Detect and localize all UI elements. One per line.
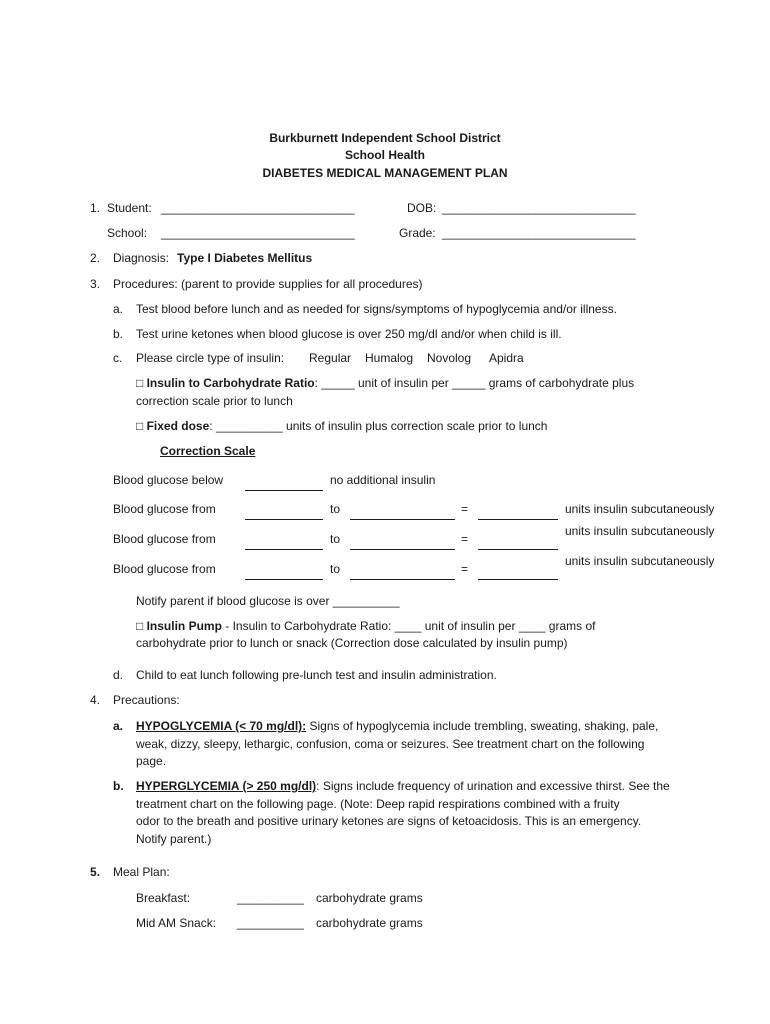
ratio-label: Insulin to Carbohydrate Ratio: [146, 376, 315, 390]
ratio-text: : _____ unit of insulin per _____ grams of carbohydrate plus: [314, 376, 635, 390]
scale-row0-field[interactable]: [245, 490, 323, 491]
scale-row2-upper[interactable]: [350, 549, 455, 550]
scale-row2-from[interactable]: [245, 549, 323, 550]
hyper-text-3: odor to the breath and positive urinary ketones are signs of ketoacidosis. This is an emergency.: [136, 814, 642, 828]
hyper-text-2: treatment chart on the following page. (Note: Deep rapid respirations combined with a fruity: [136, 797, 620, 811]
proc-a-letter: a.: [113, 302, 124, 316]
pump-text: - Insulin to Carbohydrate Ratio: ____ unit of insulin per ____ grams of: [221, 619, 596, 633]
fixed-label: Fixed dose: [146, 419, 210, 433]
diagnosis-value: Type I Diabetes Mellitus: [177, 251, 313, 265]
pump-line: [136, 619, 595, 634]
prec-b-letter: b.: [113, 779, 124, 793]
scale-row2-dose[interactable]: [478, 549, 558, 550]
scale-row0-label: Blood glucose below: [113, 473, 224, 487]
pump-label: Insulin Pump: [146, 619, 222, 633]
department-name: School Health: [344, 148, 425, 162]
ratio-text-cont: correction scale prior to lunch: [136, 394, 293, 408]
scale-row1-upper[interactable]: [350, 519, 455, 520]
fixed-text: : __________ units of insulin plus correction scale prior to lunch: [209, 419, 548, 433]
insulin-type-humalog[interactable]: Humalog: [365, 351, 414, 365]
hypo-text-2: weak, dizzy, sleepy, lethargic, confusion, coma or seizures. See treatment chart on the following: [136, 737, 645, 751]
pump-text-cont: carbohydrate prior to lunch or snack (Correction dose calculated by insulin pump): [136, 636, 568, 650]
scale-row2-to: to: [330, 532, 341, 546]
scale-row1-eq: =: [461, 502, 469, 516]
school-field[interactable]: _____________________________: [161, 226, 355, 240]
ratio-checkbox[interactable]: □: [136, 376, 144, 390]
fixed-checkbox[interactable]: □: [136, 419, 144, 433]
meal-field[interactable]: __________: [237, 916, 304, 930]
item-1-number: 1.: [90, 201, 101, 215]
item-2-number: 2.: [90, 251, 101, 265]
proc-b-text: Test urine ketones when blood glucose is over 250 mg/dl and/or when child is ill.: [136, 327, 562, 341]
scale-row3-label: Blood glucose from: [113, 562, 216, 576]
scale-row1-to: to: [330, 502, 341, 516]
proc-d-text: Child to eat lunch following pre-lunch test and insulin administration.: [136, 668, 497, 682]
grade-label: Grade:: [399, 226, 436, 240]
hyper-line1: [136, 779, 670, 794]
scale-row3-to: to: [330, 562, 341, 576]
hypo-line1: [136, 719, 658, 734]
grade-field[interactable]: _____________________________: [442, 226, 636, 240]
meal-field[interactable]: __________: [237, 891, 304, 905]
hyper-text-1: : Signs include frequency of urination and excessive thirst. See the: [316, 779, 670, 793]
ratio-line: [136, 376, 634, 391]
notify-parent-text: Notify parent if blood glucose is over __________: [136, 594, 400, 608]
hyper-text-4: Notify parent.): [136, 832, 212, 846]
scale-row1-label: Blood glucose from: [113, 502, 216, 516]
prec-a-letter: a.: [113, 719, 124, 733]
scale-row2-eq: =: [461, 532, 469, 546]
scale-row1-units: units insulin subcutaneously: [565, 502, 715, 516]
item-5-number: 5.: [90, 865, 101, 879]
meal-name: Mid AM Snack:: [136, 916, 217, 930]
school-label: School:: [107, 226, 148, 240]
meal-name: Breakfast:: [136, 891, 191, 905]
hyperglycemia-title: HYPERGLYCEMIA (> 250 mg/dl): [136, 779, 317, 793]
diagnosis-label: Diagnosis:: [113, 251, 170, 265]
proc-c-text: Please circle type of insulin:: [136, 351, 285, 365]
procedures-label: Procedures: (parent to provide supplies for all procedures): [113, 277, 423, 291]
dob-field[interactable]: _____________________________: [442, 201, 636, 215]
page-title: DIABETES MEDICAL MANAGEMENT PLAN: [262, 166, 508, 180]
scale-row0-result: no additional insulin: [330, 473, 436, 487]
proc-a-text: Test blood before lunch and as needed for signs/symptoms of hypoglycemia and/or illness.: [136, 302, 617, 316]
hypo-text-1: Signs of hypoglycemia include trembling, sweating, shaking, pale,: [306, 719, 659, 733]
scale-row1-dose[interactable]: [478, 519, 558, 520]
insulin-type-apidra[interactable]: Apidra: [489, 351, 524, 365]
proc-b-letter: b.: [113, 327, 124, 341]
item-4-number: 4.: [90, 693, 101, 707]
scale-row2-units: units insulin subcutaneously: [565, 524, 715, 538]
meal-unit: carbohydrate grams: [316, 891, 423, 905]
student-field[interactable]: _____________________________: [161, 201, 355, 215]
insulin-type-novolog[interactable]: Novolog: [427, 351, 472, 365]
meal-plan-label: Meal Plan:: [113, 865, 170, 879]
meal-unit: carbohydrate grams: [316, 916, 423, 930]
proc-c-letter: c.: [113, 351, 123, 365]
scale-row3-dose[interactable]: [478, 579, 558, 580]
fixed-line: [136, 419, 547, 434]
scale-row3-upper[interactable]: [350, 579, 455, 580]
correction-scale-title: Correction Scale: [160, 444, 256, 458]
student-label: Student:: [107, 201, 152, 215]
item-3-number: 3.: [90, 277, 101, 291]
scale-row3-units: units insulin subcutaneously: [565, 554, 715, 568]
scale-row3-from[interactable]: [245, 579, 323, 580]
scale-row2-label: Blood glucose from: [113, 532, 216, 546]
hypoglycemia-title: HYPOGLYCEMIA (< 70 mg/dl):: [136, 719, 307, 733]
precautions-label: Precautions:: [113, 693, 180, 707]
hypo-text-3: page.: [136, 754, 167, 768]
pump-checkbox[interactable]: □: [136, 619, 144, 633]
district-name: Burkburnett Independent School District: [269, 131, 501, 145]
dob-label: DOB:: [407, 201, 437, 215]
insulin-type-regular[interactable]: Regular: [309, 351, 352, 365]
scale-row3-eq: =: [461, 562, 469, 576]
scale-row1-from[interactable]: [245, 519, 323, 520]
proc-d-letter: d.: [113, 668, 124, 682]
